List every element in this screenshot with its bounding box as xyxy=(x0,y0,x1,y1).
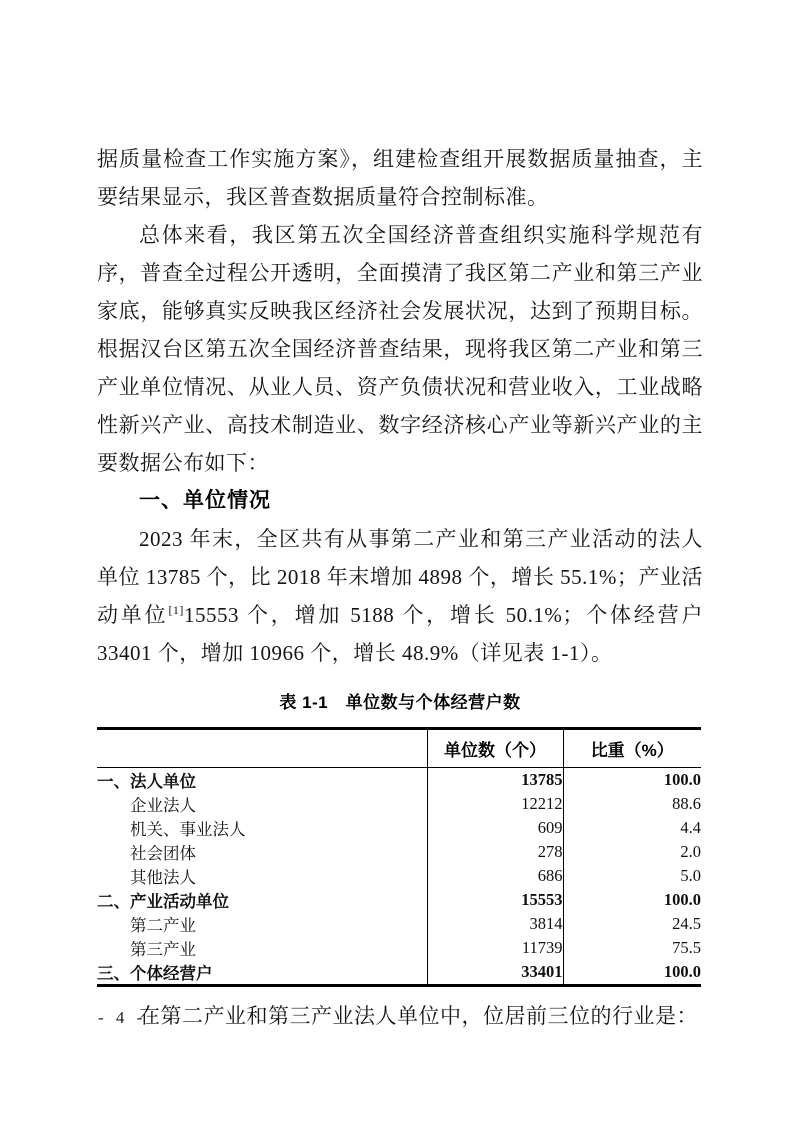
column-header-category xyxy=(97,729,427,768)
row-share: 5.0 xyxy=(563,864,701,888)
row-share: 100.0 xyxy=(563,768,701,793)
row-label: 企业法人 xyxy=(130,796,196,815)
column-header-unit-count: 单位数（个） xyxy=(427,729,563,768)
paragraph-unit-statistics xyxy=(97,520,703,672)
row-label: 第三产业 xyxy=(130,940,196,959)
row-share: 4.4 xyxy=(563,816,701,840)
paragraph-census-overview: 总体来看，我区第五次全国经济普查组织实施科学规范有序，普查全过程公开透明，全面摸清了我区第二产业和第三产业家底，能够真实反映我区经济社会发展状况，达到了预期目标。根据汉台区第五次全国经济普查结果，现将我区第二产业和第三产业单位情况、从业人员、资产负债状况和营业收入，工业战略性新兴产业、高技术制造业、数字经济核心产业等新兴产业的主要数据公布如下： xyxy=(97,223,703,475)
row-share: 75.5 xyxy=(563,936,701,960)
footnote-marker: [1] xyxy=(168,603,184,617)
row-label: 机关、事业法人 xyxy=(130,820,246,839)
table-row xyxy=(97,864,701,888)
row-label: 二、产业活动单位 xyxy=(97,893,229,911)
table-title: 表 1-1 单位数与个体经营户数 xyxy=(279,693,521,712)
row-label: 一、法人单位 xyxy=(97,773,196,791)
table-row xyxy=(97,960,701,986)
row-share: 2.0 xyxy=(563,840,701,864)
table-row xyxy=(97,912,701,936)
row-unit-count: 33401 xyxy=(427,960,563,986)
row-unit-count: 686 xyxy=(427,864,563,888)
paragraph-continued-from-previous-page: 据质量检查工作实施方案》，组建检查组开展数据质量抽查，主要结果显示，我区普查数据质量符合控制标准。 xyxy=(97,147,703,209)
table-row xyxy=(97,840,701,864)
units-and-households-table xyxy=(97,727,701,987)
page-content xyxy=(97,140,703,1035)
row-unit-count: 15553 xyxy=(427,888,563,912)
row-unit-count: 11739 xyxy=(427,936,563,960)
row-unit-count: 12212 xyxy=(427,792,563,816)
row-label: 第二产业 xyxy=(130,916,196,935)
column-header-share: 比重（%） xyxy=(563,729,701,768)
row-unit-count: 3814 xyxy=(427,912,563,936)
row-unit-count: 278 xyxy=(427,840,563,864)
table-row xyxy=(97,792,701,816)
table-row xyxy=(97,888,701,912)
row-label: 社会团体 xyxy=(130,844,196,863)
page-number: - 4 - xyxy=(98,1008,147,1027)
row-unit-count: 609 xyxy=(427,816,563,840)
unit-statistics-text-part1: 2023 年末，全区共有从事第二产业和第三产业活动的法人单位 13785 个，比 2018 年末增加 4898 个，增长 55.1%；产业活动单位 xyxy=(97,527,703,627)
row-share: 24.5 xyxy=(563,912,701,936)
row-share: 100.0 xyxy=(563,888,701,912)
row-unit-count: 13785 xyxy=(427,768,563,793)
section-heading-unit-situation: 一、单位情况 xyxy=(139,489,271,512)
paragraph-top-industries-intro: 在第二产业和第三产业法人单位中，位居前三位的行业是： xyxy=(139,1004,698,1028)
table-header-row xyxy=(97,729,701,768)
row-label: 其他法人 xyxy=(130,868,196,887)
row-label: 三、个体经营户 xyxy=(97,965,213,983)
row-share: 100.0 xyxy=(563,960,701,986)
table-row xyxy=(97,768,701,793)
unit-statistics-text-part2: 15553 个，增加 5188 个，增长 50.1%；个体经营户 33401 个，增加 10966 个，增长 48.9%（详见表 1-1）。 xyxy=(97,603,703,665)
row-share: 88.6 xyxy=(563,792,701,816)
table-row xyxy=(97,936,701,960)
table-row xyxy=(97,816,701,840)
